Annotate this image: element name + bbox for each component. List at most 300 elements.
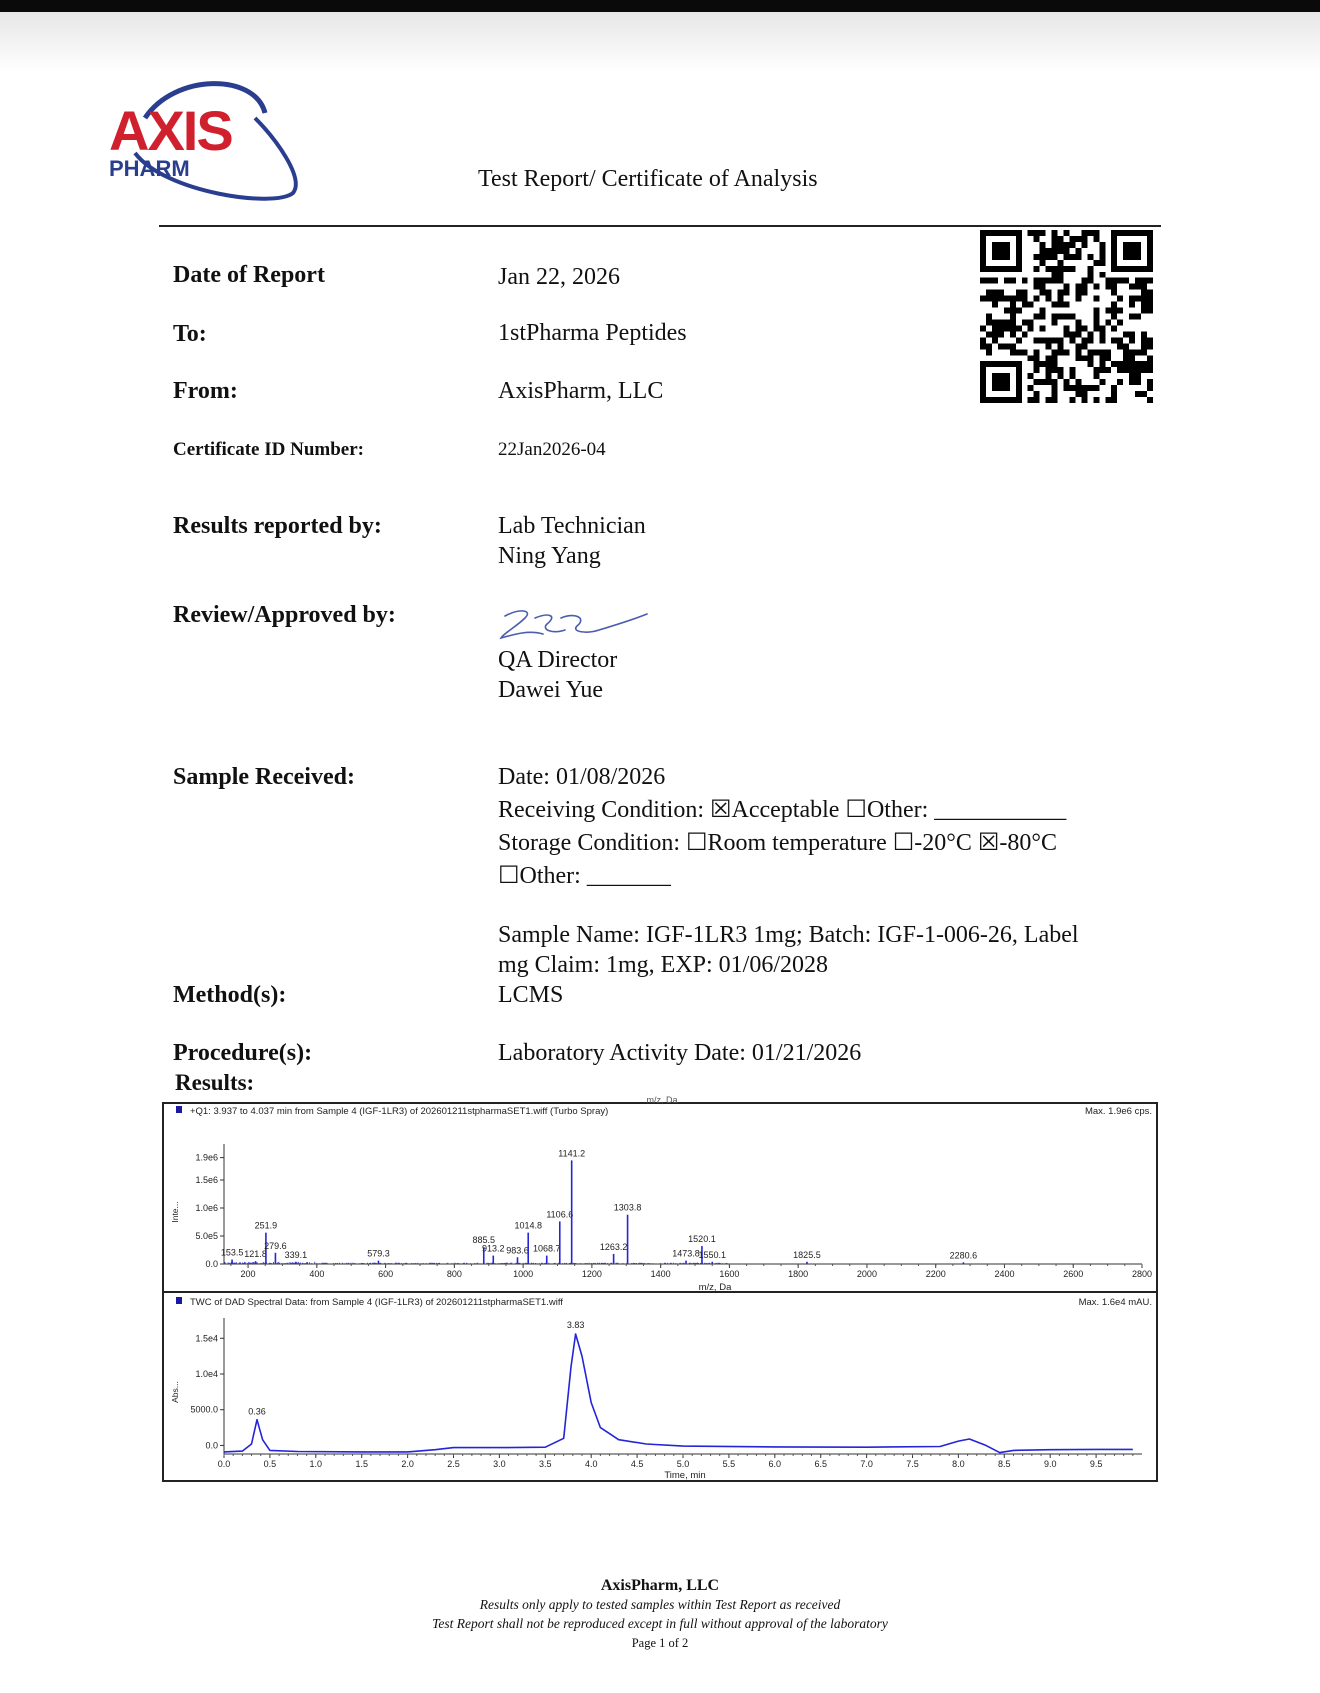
ms-peak-label: 1014.8	[514, 1220, 542, 1231]
qr-module	[1028, 385, 1034, 391]
qr-module	[1147, 278, 1153, 284]
footer-company: AxisPharm, LLC	[600, 1577, 720, 1594]
header-rule	[159, 225, 1161, 227]
qr-module	[998, 361, 1004, 367]
qr-module	[1075, 236, 1081, 242]
results-label: Results:	[175, 1070, 255, 1095]
qr-module	[1129, 337, 1135, 343]
sample-name-line1: Sample Name: IGF-1LR3 1mg; Batch: IGF-1-006-26, Label	[498, 922, 1079, 948]
qr-module	[992, 337, 998, 343]
qr-module	[1058, 296, 1064, 302]
sample-name-line2: mg Claim: 1mg, EXP: 01/06/2028	[498, 952, 829, 978]
qr-module	[1087, 355, 1093, 361]
qr-module	[986, 314, 992, 320]
ms-y-tick-label: 1.9e6	[195, 1152, 218, 1163]
qr-module	[1129, 373, 1135, 379]
qr-module	[1040, 314, 1046, 320]
qr-module	[1141, 361, 1147, 367]
qr-module	[1016, 290, 1022, 296]
qr-module	[1004, 248, 1010, 254]
qr-module	[1129, 349, 1135, 355]
qr-module	[1123, 331, 1129, 337]
ms-peak-label: 1473.8	[672, 1248, 700, 1259]
qr-module	[1135, 296, 1141, 302]
from-value: AxisPharm, LLC	[498, 378, 664, 404]
qr-module	[1010, 308, 1016, 314]
qr-module	[1099, 379, 1105, 385]
qr-module	[1010, 397, 1016, 403]
ms-peak-label: 251.9	[254, 1220, 278, 1231]
qr-module	[1075, 391, 1081, 397]
qr-module	[992, 242, 998, 248]
qr-module	[992, 397, 998, 403]
qr-module	[1111, 290, 1117, 296]
qr-module	[980, 325, 986, 331]
qr-module	[1141, 296, 1147, 302]
qr-module	[1064, 325, 1070, 331]
dad-x-tick-label: 7.5	[906, 1459, 919, 1469]
qr-module	[1123, 349, 1129, 355]
qr-module	[998, 325, 1004, 331]
to-label: To:	[173, 321, 207, 347]
qr-module	[1016, 230, 1022, 236]
ms-x-tick-label: 1400	[650, 1269, 671, 1279]
to-value: 1stPharma Peptides	[498, 320, 687, 346]
qr-module	[1004, 343, 1010, 349]
qr-module	[1111, 230, 1117, 236]
qr-module	[1052, 355, 1058, 361]
qr-module	[1064, 290, 1070, 296]
qr-module	[1064, 254, 1070, 260]
qr-module	[1075, 349, 1081, 355]
qr-module	[1093, 284, 1099, 290]
qr-module	[1052, 278, 1058, 284]
qr-module	[1123, 355, 1129, 361]
qr-module	[1087, 349, 1093, 355]
qr-module	[1147, 337, 1153, 343]
qr-module	[1069, 236, 1075, 242]
qr-module	[1147, 367, 1153, 373]
qr-module	[1004, 385, 1010, 391]
qr-module	[1064, 314, 1070, 320]
ms-peak-label: 1068.7	[532, 1243, 561, 1254]
qr-module	[1016, 337, 1022, 343]
qr-module	[980, 367, 986, 373]
qr-module	[998, 373, 1004, 379]
qr-module	[1141, 266, 1147, 272]
qr-module	[980, 230, 986, 236]
qr-module	[1052, 302, 1058, 308]
qr-module	[1022, 319, 1028, 325]
qr-module	[1111, 337, 1117, 343]
qr-module	[1099, 242, 1105, 248]
ms-peak-label: 1141.2	[558, 1148, 586, 1159]
qr-module	[992, 230, 998, 236]
qr-module	[1123, 242, 1129, 248]
qr-module	[1135, 391, 1141, 397]
qr-module	[998, 319, 1004, 325]
qr-module	[1058, 290, 1064, 296]
qr-module	[1117, 343, 1123, 349]
qr-module	[1099, 355, 1105, 361]
ms-peak-label: 2280.6	[949, 1250, 978, 1261]
qr-module	[1064, 349, 1070, 355]
ms-peak-label: 579.3	[367, 1248, 390, 1259]
qr-module	[1135, 367, 1141, 373]
qr-module	[1004, 379, 1010, 385]
ms-title: +Q1: 3.937 to 4.037 min from Sample 4 (IGF-1LR3) of 202601211stpharmaSET1.wiff (Turbo Spray)	[190, 1106, 609, 1117]
qr-module	[1046, 290, 1052, 296]
qr-module	[1052, 266, 1058, 272]
qr-module	[1010, 325, 1016, 331]
qr-module	[1141, 302, 1147, 308]
qr-module	[1111, 325, 1117, 331]
qr-module	[1075, 325, 1081, 331]
qr-module	[980, 254, 986, 260]
qr-module	[1081, 236, 1087, 242]
dad-x-tick-label: 7.0	[860, 1459, 873, 1469]
qr-module	[992, 331, 998, 337]
dad-x-tick-label: 8.5	[998, 1459, 1011, 1469]
qr-module	[1141, 331, 1147, 337]
ms-peak-label: 1825.5	[793, 1249, 821, 1260]
top-bar	[0, 0, 1320, 12]
qr-module	[998, 385, 1004, 391]
qr-module	[1058, 236, 1064, 242]
dad-x-tick-label: 6.5	[814, 1459, 827, 1469]
qr-module	[1075, 254, 1081, 260]
storage-condition: Storage Condition: ☐Room temperature ☐-20°C ☒-80°C	[498, 830, 1058, 856]
ms-peak-label: 1303.8	[613, 1202, 642, 1213]
qr-module	[1129, 302, 1135, 308]
qr-module	[1034, 391, 1040, 397]
qr-module	[1004, 373, 1010, 379]
dad-x-tick-label: 1.0	[309, 1459, 323, 1469]
method-value: LCMS	[498, 982, 564, 1008]
qr-module	[1034, 236, 1040, 242]
qr-module	[980, 385, 986, 391]
qr-module	[992, 248, 998, 254]
dad-x-tick-label: 0.5	[263, 1459, 277, 1469]
qr-module	[1016, 236, 1022, 242]
procedure-value: Laboratory Activity Date: 01/21/2026	[498, 1040, 862, 1066]
qr-module	[980, 373, 986, 379]
ms-peak-label: 153.5	[220, 1247, 244, 1258]
qr-module	[1141, 290, 1147, 296]
qr-module	[1147, 361, 1153, 367]
qr-module	[1111, 391, 1117, 397]
qr-module	[1010, 349, 1016, 355]
qr-module	[1111, 260, 1117, 266]
qr-module	[1058, 343, 1064, 349]
qr-module	[1016, 254, 1022, 260]
qr-module	[1147, 260, 1153, 266]
qr-module	[1010, 278, 1016, 284]
ms-series-marker	[176, 1106, 182, 1113]
qr-module	[1099, 361, 1105, 367]
qr-module	[1135, 254, 1141, 260]
qr-module	[1087, 361, 1093, 367]
logo-sub-text: PHARM	[109, 156, 190, 181]
approved-name: Dawei Yue	[498, 677, 604, 703]
qr-module	[1081, 355, 1087, 361]
qr-module	[1111, 248, 1117, 254]
qr-module	[1105, 308, 1111, 314]
qr-module	[1081, 397, 1087, 403]
qr-module	[1052, 272, 1058, 278]
qr-module	[1081, 325, 1087, 331]
ms-y-tick-label: 1.5e6	[195, 1175, 218, 1185]
qr-module	[1075, 331, 1081, 337]
qr-module	[1046, 397, 1052, 403]
qr-module	[1141, 308, 1147, 314]
qr-module	[1111, 308, 1117, 314]
qr-module	[1040, 278, 1046, 284]
qr-module	[1093, 319, 1099, 325]
qr-module	[1081, 230, 1087, 236]
qr-module	[998, 242, 1004, 248]
qr-module	[1028, 397, 1034, 403]
qr-module	[1117, 319, 1123, 325]
qr-module	[1099, 260, 1105, 266]
qr-module	[1135, 278, 1141, 284]
qr-module	[1075, 284, 1081, 290]
qr-module	[1004, 319, 1010, 325]
qr-module	[1129, 254, 1135, 260]
qr-module	[1099, 367, 1105, 373]
qr-module	[1117, 266, 1123, 272]
qr-module	[1052, 248, 1058, 254]
ms-x-tick-label: 1200	[581, 1269, 602, 1279]
qr-module	[1123, 230, 1129, 236]
ms-x-tick-label: 1000	[513, 1269, 534, 1279]
ms-y-tick-label: 0.0	[205, 1259, 218, 1269]
qr-module	[1064, 385, 1070, 391]
date-label: Date of Report	[173, 262, 325, 288]
qr-module	[1069, 397, 1075, 403]
qr-module	[1022, 302, 1028, 308]
qr-module	[1064, 379, 1070, 385]
qr-module	[1004, 242, 1010, 248]
dad-x-tick-label: 3.0	[493, 1459, 506, 1469]
results-reported-name: Ning Yang	[498, 543, 601, 569]
qr-module	[1117, 379, 1123, 385]
ms-x-tick-label: 200	[240, 1269, 256, 1279]
qr-module	[1064, 331, 1070, 337]
qr-module	[1147, 302, 1153, 308]
qr-module	[1058, 349, 1064, 355]
qr-module	[1058, 302, 1064, 308]
qr-module	[1040, 284, 1046, 290]
dad-x-tick-label: 4.0	[584, 1459, 598, 1469]
certificate-id-label: Certificate ID Number:	[173, 439, 364, 460]
qr-module	[986, 296, 992, 302]
qr-module	[1135, 361, 1141, 367]
qr-module	[1147, 236, 1153, 242]
qr-module	[1093, 308, 1099, 314]
ms-y-tick-label: 5.0e5	[195, 1231, 218, 1241]
qr-module	[998, 296, 1004, 302]
qr-module	[1111, 385, 1117, 391]
qr-module	[1034, 349, 1040, 355]
footer-line2: Test Report shall not be reproduced except in full without approval of the laboratory	[432, 1616, 888, 1631]
qr-module	[992, 319, 998, 325]
dad-x-tick-label: 4.5	[630, 1459, 644, 1469]
qr-module	[1016, 361, 1022, 367]
qr-module	[992, 302, 998, 308]
qr-module	[1034, 314, 1040, 320]
dad-max-label: Max. 1.6e4 mAU.	[1078, 1297, 1152, 1308]
qr-module	[1010, 266, 1016, 272]
ms-x-tick-label: 2600	[1063, 1269, 1084, 1279]
axispharm-logo	[105, 78, 305, 203]
qr-module	[1022, 349, 1028, 355]
dad-y-tick-label: 1.5e4	[195, 1333, 218, 1344]
qr-module	[1010, 314, 1016, 320]
qr-module	[1123, 248, 1129, 254]
qr-module	[1004, 254, 1010, 260]
qr-module	[1075, 290, 1081, 296]
qr-module	[1010, 343, 1016, 349]
dad-x-tick-label: 8.0	[952, 1459, 965, 1469]
qr-module	[992, 325, 998, 331]
qr-module	[1034, 355, 1040, 361]
qr-module	[1016, 349, 1022, 355]
qr-module	[1093, 385, 1099, 391]
qr-module	[1093, 260, 1099, 266]
qr-module	[1075, 296, 1081, 302]
dad-peak-label: 0.36	[248, 1406, 266, 1417]
ms-x-tick-label: 2400	[994, 1269, 1015, 1279]
qr-module	[1123, 278, 1129, 284]
qr-module	[1004, 325, 1010, 331]
qr-module	[1028, 302, 1034, 308]
dad-title: TWC of DAD Spectral Data: from Sample 4 (IGF-1LR3) of 202601211stpharmaSET1.wiff	[190, 1297, 563, 1308]
qr-module	[1147, 242, 1153, 248]
ms-x-tick-label: 600	[378, 1269, 394, 1279]
qr-module	[1069, 314, 1075, 320]
qr-module	[1087, 331, 1093, 337]
qr-module	[1028, 373, 1034, 379]
qr-module	[1034, 266, 1040, 272]
qr-module	[1081, 290, 1087, 296]
footer-line1: Results only apply to tested samples within Test Report as received	[479, 1597, 841, 1612]
qr-module	[1081, 391, 1087, 397]
qr-module	[1046, 367, 1052, 373]
qr-module	[1075, 385, 1081, 391]
qr-module	[1040, 248, 1046, 254]
qr-module	[986, 290, 992, 296]
qr-module	[1040, 242, 1046, 248]
qr-module	[1075, 319, 1081, 325]
qr-module	[1064, 230, 1070, 236]
qr-module	[1052, 361, 1058, 367]
qr-module	[1010, 230, 1016, 236]
qr-module	[1105, 397, 1111, 403]
logo-brand-text: AXIS	[109, 99, 232, 162]
ms-peak-label: 1520.1	[688, 1234, 716, 1245]
qr-module	[980, 260, 986, 266]
qr-module	[1046, 337, 1052, 343]
qr-module	[1135, 349, 1141, 355]
qr-module	[1087, 254, 1093, 260]
qr-module	[1016, 397, 1022, 403]
qr-module	[1022, 290, 1028, 296]
ms-x-tick-label: 400	[309, 1269, 325, 1279]
qr-module	[1046, 254, 1052, 260]
qr-module	[980, 337, 986, 343]
qr-module	[1052, 385, 1058, 391]
dad-series-marker	[176, 1297, 182, 1304]
qr-module	[1010, 296, 1016, 302]
qr-module	[1022, 296, 1028, 302]
approved-title: QA Director	[498, 647, 618, 673]
qr-module	[1016, 379, 1022, 385]
qr-module	[992, 296, 998, 302]
qr-module	[1040, 260, 1046, 266]
qr-module	[1034, 337, 1040, 343]
ms-ylabel: Inte...	[170, 1201, 180, 1223]
qr-module	[998, 290, 1004, 296]
qr-module	[1147, 290, 1153, 296]
ms-peak-label: 885.5	[472, 1235, 496, 1246]
qr-module	[1052, 230, 1058, 236]
qr-module	[986, 266, 992, 272]
qr-module	[1069, 373, 1075, 379]
qr-module	[1123, 343, 1129, 349]
qr-module	[980, 296, 986, 302]
qr-module	[1058, 278, 1064, 284]
qr-module	[980, 379, 986, 385]
qr-module	[1004, 308, 1010, 314]
dad-x-tick-label: 5.0	[676, 1459, 690, 1469]
dad-x-tick-label: 0.0	[217, 1459, 231, 1469]
qr-module	[1016, 373, 1022, 379]
qr-module	[1081, 284, 1087, 290]
dad-y-tick-label: 0.0	[205, 1440, 218, 1451]
dad-x-tick-label: 9.5	[1089, 1459, 1103, 1469]
qr-module	[1111, 242, 1117, 248]
dad-peak-label: 3.83	[566, 1320, 585, 1331]
qr-module	[1099, 325, 1105, 331]
dad-x-tick-label: 2.5	[447, 1459, 460, 1469]
qr-module	[1129, 266, 1135, 272]
ms-x-tick-label: 800	[446, 1269, 462, 1279]
ms-peak-label: 339.1	[284, 1249, 308, 1260]
qr-module	[1016, 260, 1022, 266]
qr-module	[1129, 355, 1135, 361]
qr-module	[1093, 349, 1099, 355]
qr-module	[1135, 230, 1141, 236]
qr-module	[1075, 343, 1081, 349]
receiving-condition: Receiving Condition: ☒Acceptable ☐Other: ___________	[498, 797, 1067, 823]
qr-module	[1016, 385, 1022, 391]
ms-peak-label: 1106.6	[546, 1209, 574, 1220]
qr-module	[992, 278, 998, 284]
qr-module	[1135, 266, 1141, 272]
qr-module	[1117, 296, 1123, 302]
qr-module	[1129, 367, 1135, 373]
results-reported-label: Results reported by:	[173, 513, 382, 539]
procedure-label: Procedure(s):	[173, 1040, 313, 1066]
page-title: Test Report/ Certificate of Analysis	[478, 166, 818, 192]
qr-module	[1028, 230, 1034, 236]
dad-x-tick-label: 3.5	[539, 1459, 552, 1469]
qr-module	[992, 254, 998, 260]
qr-module	[1141, 284, 1147, 290]
qr-module	[1058, 260, 1064, 266]
qr-module	[1129, 331, 1135, 337]
